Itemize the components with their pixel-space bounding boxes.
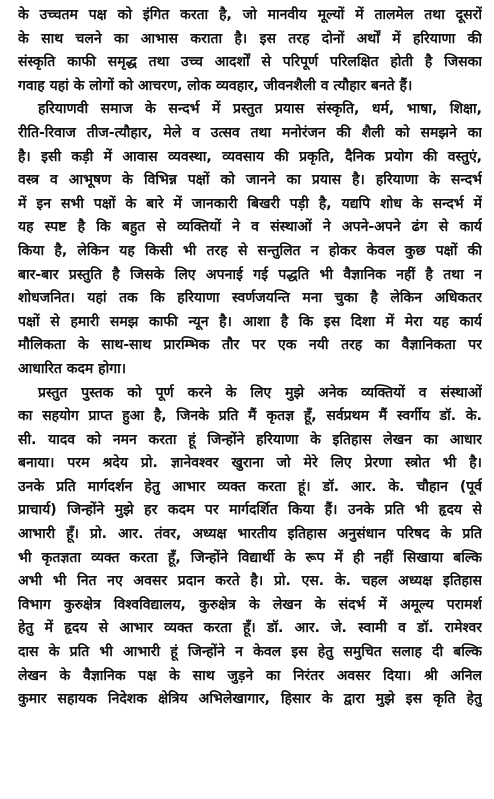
text-line: रीति-रिवाज तीज-त्यौहार, मेले व उत्सव तथा मनोरंजन की शैली को समझने का — [18, 124, 482, 141]
text-line: विभाग कुरुक्षेत्र विश्वविद्यालय, कुरुक्षेत्र के लेखन के संदर्भ में अमूल्य परामर्श — [18, 596, 482, 613]
text-line: उनके प्रति मार्गदर्शन हेतु आभार व्यक्त करता हूं। डॉ. आर. के. चौहान (पूर्व — [18, 478, 482, 495]
text-line: हरियाणवी समाज के सन्दर्भ में प्रस्तुत प्रयास संस्कृति, धर्म, भाषा, शिक्षा, — [38, 101, 482, 118]
text-line: बार-बार प्रस्तुति है जिसके लिए अपनाई गई पद्धति भी वैज्ञानिक नहीं है तथा न — [18, 266, 482, 283]
text-line: संस्कृति काफी समृद्ध तथा उच्च आदर्शों से परिपूर्ण परिलक्षित होती है जिसका — [18, 54, 482, 71]
text-line: प्राचार्य) जिन्होंने मुझे हर कदम पर मार्गदर्शित किया हैं। उनके प्रति भी हृदय से — [18, 502, 482, 519]
text-line: है। इसी कड़ी में आवास व्यवस्था, व्यवसाय की प्रकृति, दैनिक प्रयोग की वस्तुएं, — [18, 148, 482, 165]
text-line: के उच्चतम पक्ष को इंगित करता है, जो मानवीय मूल्यों में तालमेल तथा दूसरों — [18, 7, 482, 23]
text-line: भी कृतज्ञता व्यक्त करता हूँ, जिन्होंने विद्यार्थी के रूप में ही नहीं सिखाया बल्कि — [18, 549, 482, 566]
text-line: कुमार सहायक निदेशक क्षेत्रिय अभिलेखागार, हिसार के द्वारा मुझे इस कृति हेतु — [18, 691, 482, 708]
text-line: हेतु में हृदय से आभार व्यक्त करता हूँ। डॉ. आर. जे. स्वामी व डॉ. रामेश्वर — [18, 620, 482, 637]
text-line: पक्षों से हमारी समझ काफी न्यून है। आशा है कि इस दिशा में मेरा यह कार्य — [18, 313, 482, 330]
text-line: सी. यादव को नमन करता हूं जिन्होंने हरियाणा के इतिहास लेखन का आधार — [18, 431, 482, 448]
text-line: यह स्पष्ट है कि बहुत से व्यक्तियों ने व संस्थाओं ने अपने-अपने ढंग से कार्य — [18, 219, 482, 236]
text-line: आभारी हूँ। प्रो. आर. तंवर, अध्यक्ष भारतीय इतिहास अनुसंधान परिषद के प्रति — [18, 526, 482, 543]
paragraph-1 — [18, 4, 482, 98]
text-line: के साथ चलने का आभास कराता है। इस तरह दोनों अर्थों में हरियाणा की — [18, 30, 482, 47]
text-line: मौलिकता के साथ-साथ प्रारम्भिक तौर पर एक नयी तरह का वैज्ञानिकता पर — [18, 337, 482, 354]
paragraph-2 — [18, 98, 482, 381]
text-line: वस्त्र व आभूषण के विभिन्न पक्षों को जानने का प्रयास है। हरियाणा के सन्दर्भ — [18, 172, 482, 189]
paragraph-3 — [18, 382, 482, 712]
text-line: का सहयोग प्राप्त हुआ है, जिनके प्रति मैं कृतज्ञ हूँ, सर्वप्रथम मैं स्वर्गीय डॉ. के. — [18, 408, 482, 425]
text-line: किया है, लेकिन यह किसी भी तरह से सन्तुलित न होकर केवल कुछ पक्षों की — [18, 242, 482, 259]
text-line: शोधजनित। यहां तक कि हरियाणा स्वर्णजयन्ति मना चुका है लेकिन अधिकतर — [18, 290, 482, 307]
text-line: दास के प्रति भी आभारी हूं जिन्होंने न केवल इस हेतु समुचित सलाह दी बल्कि — [18, 644, 482, 661]
text-line: में इन सभी पक्षों के बारे में जानकारी बिखरी पड़ी है, यद्यपि शोध के सन्दर्भ में — [18, 195, 482, 212]
text-line: गवाह यहां के लोगों को आचरण, लोक व्यवहार, जीवनशैली व त्यौहार बनते हैं। — [18, 77, 413, 94]
text-line: अभी भी नित नए अवसर प्रदान करते है। प्रो. एस. के. चहल अध्यक्ष इतिहास — [18, 573, 482, 590]
text-line: बनाया। परम श्रदेय प्रो. ज्ञानेवश्वर खुराना जो मेरे लिए प्रेरणा स्त्रोत भी है। — [18, 455, 482, 472]
text-line: प्रस्तुत पुस्तक को पूर्ण करने के लिए मुझे अनेक व्यक्तियों व संस्थाओं — [38, 384, 482, 401]
text-line: लेखन के वैज्ञानिक पक्ष के साथ जुड़ने का निरंतर अवसर दिया। श्री अनिल — [18, 667, 482, 684]
text-line: आधारित कदम होगा। — [18, 360, 127, 377]
